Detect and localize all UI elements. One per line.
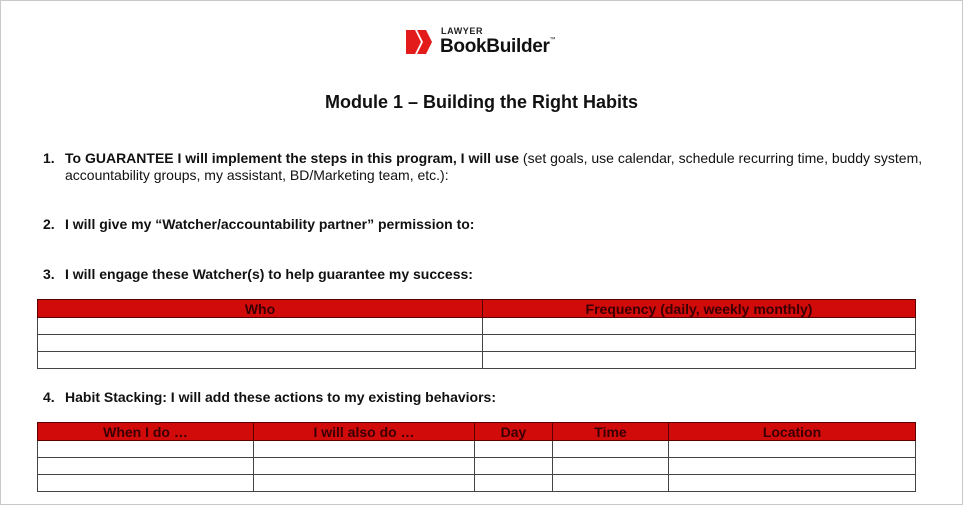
table-cell[interactable] xyxy=(254,475,475,492)
header-when-i-do: When I do … xyxy=(38,423,254,441)
item-bold-text: I will give my “Watcher/accountability partner” permission to: xyxy=(65,216,475,232)
item-bold-text: I will engage these Watcher(s) to help guarantee my success: xyxy=(65,266,473,282)
item-number: 1. xyxy=(43,150,55,166)
header-i-will-also-do: I will also do … xyxy=(254,423,475,441)
header-time: Time xyxy=(553,423,669,441)
table-row xyxy=(38,335,916,352)
item-text xyxy=(65,216,923,233)
watchers-table xyxy=(37,299,916,369)
book-logo-icon xyxy=(406,28,436,56)
table-cell[interactable] xyxy=(38,335,483,352)
table-cell[interactable] xyxy=(38,352,483,369)
item-plain-text: (set goals, use calendar, schedule recurring time, buddy system, accountability groups, my assistant, BD/Marketing team, etc.): xyxy=(65,150,923,183)
logo-bookbuilder-text: BookBuilder™ xyxy=(440,36,556,57)
table-cell[interactable] xyxy=(475,475,553,492)
item-number: 4. xyxy=(43,389,55,405)
table-cell[interactable] xyxy=(475,441,553,458)
table-cell[interactable] xyxy=(483,335,916,352)
table-cell[interactable] xyxy=(254,441,475,458)
table-cell[interactable] xyxy=(483,352,916,369)
lawyer-bookbuilder-logo xyxy=(406,27,555,56)
table-cell[interactable] xyxy=(475,458,553,475)
table-cell[interactable] xyxy=(38,475,254,492)
table-row xyxy=(38,441,916,458)
header-who: Who xyxy=(38,300,483,318)
table-cell[interactable] xyxy=(669,475,916,492)
table-cell[interactable] xyxy=(38,441,254,458)
table-cell[interactable] xyxy=(483,318,916,335)
table-row xyxy=(38,318,916,335)
list-item-2 xyxy=(43,216,923,233)
item-text xyxy=(65,266,923,283)
item-number: 2. xyxy=(43,216,55,232)
table-cell[interactable] xyxy=(553,475,669,492)
table-cell[interactable] xyxy=(553,458,669,475)
habit-stacking-table xyxy=(37,422,916,492)
table-cell[interactable] xyxy=(38,458,254,475)
page-title: Module 1 – Building the Right Habits xyxy=(325,92,638,112)
table-cell[interactable] xyxy=(38,318,483,335)
table-row xyxy=(38,352,916,369)
table-row xyxy=(38,458,916,475)
item-bold-text: Habit Stacking: I will add these actions to my existing behaviors: xyxy=(65,389,496,405)
table-cell[interactable] xyxy=(669,441,916,458)
table-cell[interactable] xyxy=(254,458,475,475)
item-text xyxy=(65,150,923,184)
table-row xyxy=(38,475,916,492)
table-header-row xyxy=(38,423,916,441)
logo-lawyer-text: LAWYER xyxy=(441,26,484,36)
table-cell[interactable] xyxy=(669,458,916,475)
item-text xyxy=(65,389,923,406)
list-item-3 xyxy=(43,266,923,283)
item-number: 3. xyxy=(43,266,55,282)
header-location: Location xyxy=(669,423,916,441)
table-cell[interactable] xyxy=(553,441,669,458)
trademark-symbol: ™ xyxy=(549,37,556,43)
list-item-1 xyxy=(43,150,923,184)
header-day: Day xyxy=(475,423,553,441)
item-bold-text: To GUARANTEE I will implement the steps in this program, I will use xyxy=(65,150,520,166)
list-item-4 xyxy=(43,389,923,406)
table-header-row xyxy=(38,300,916,318)
header-frequency: Frequency (daily, weekly monthly) xyxy=(483,300,916,318)
